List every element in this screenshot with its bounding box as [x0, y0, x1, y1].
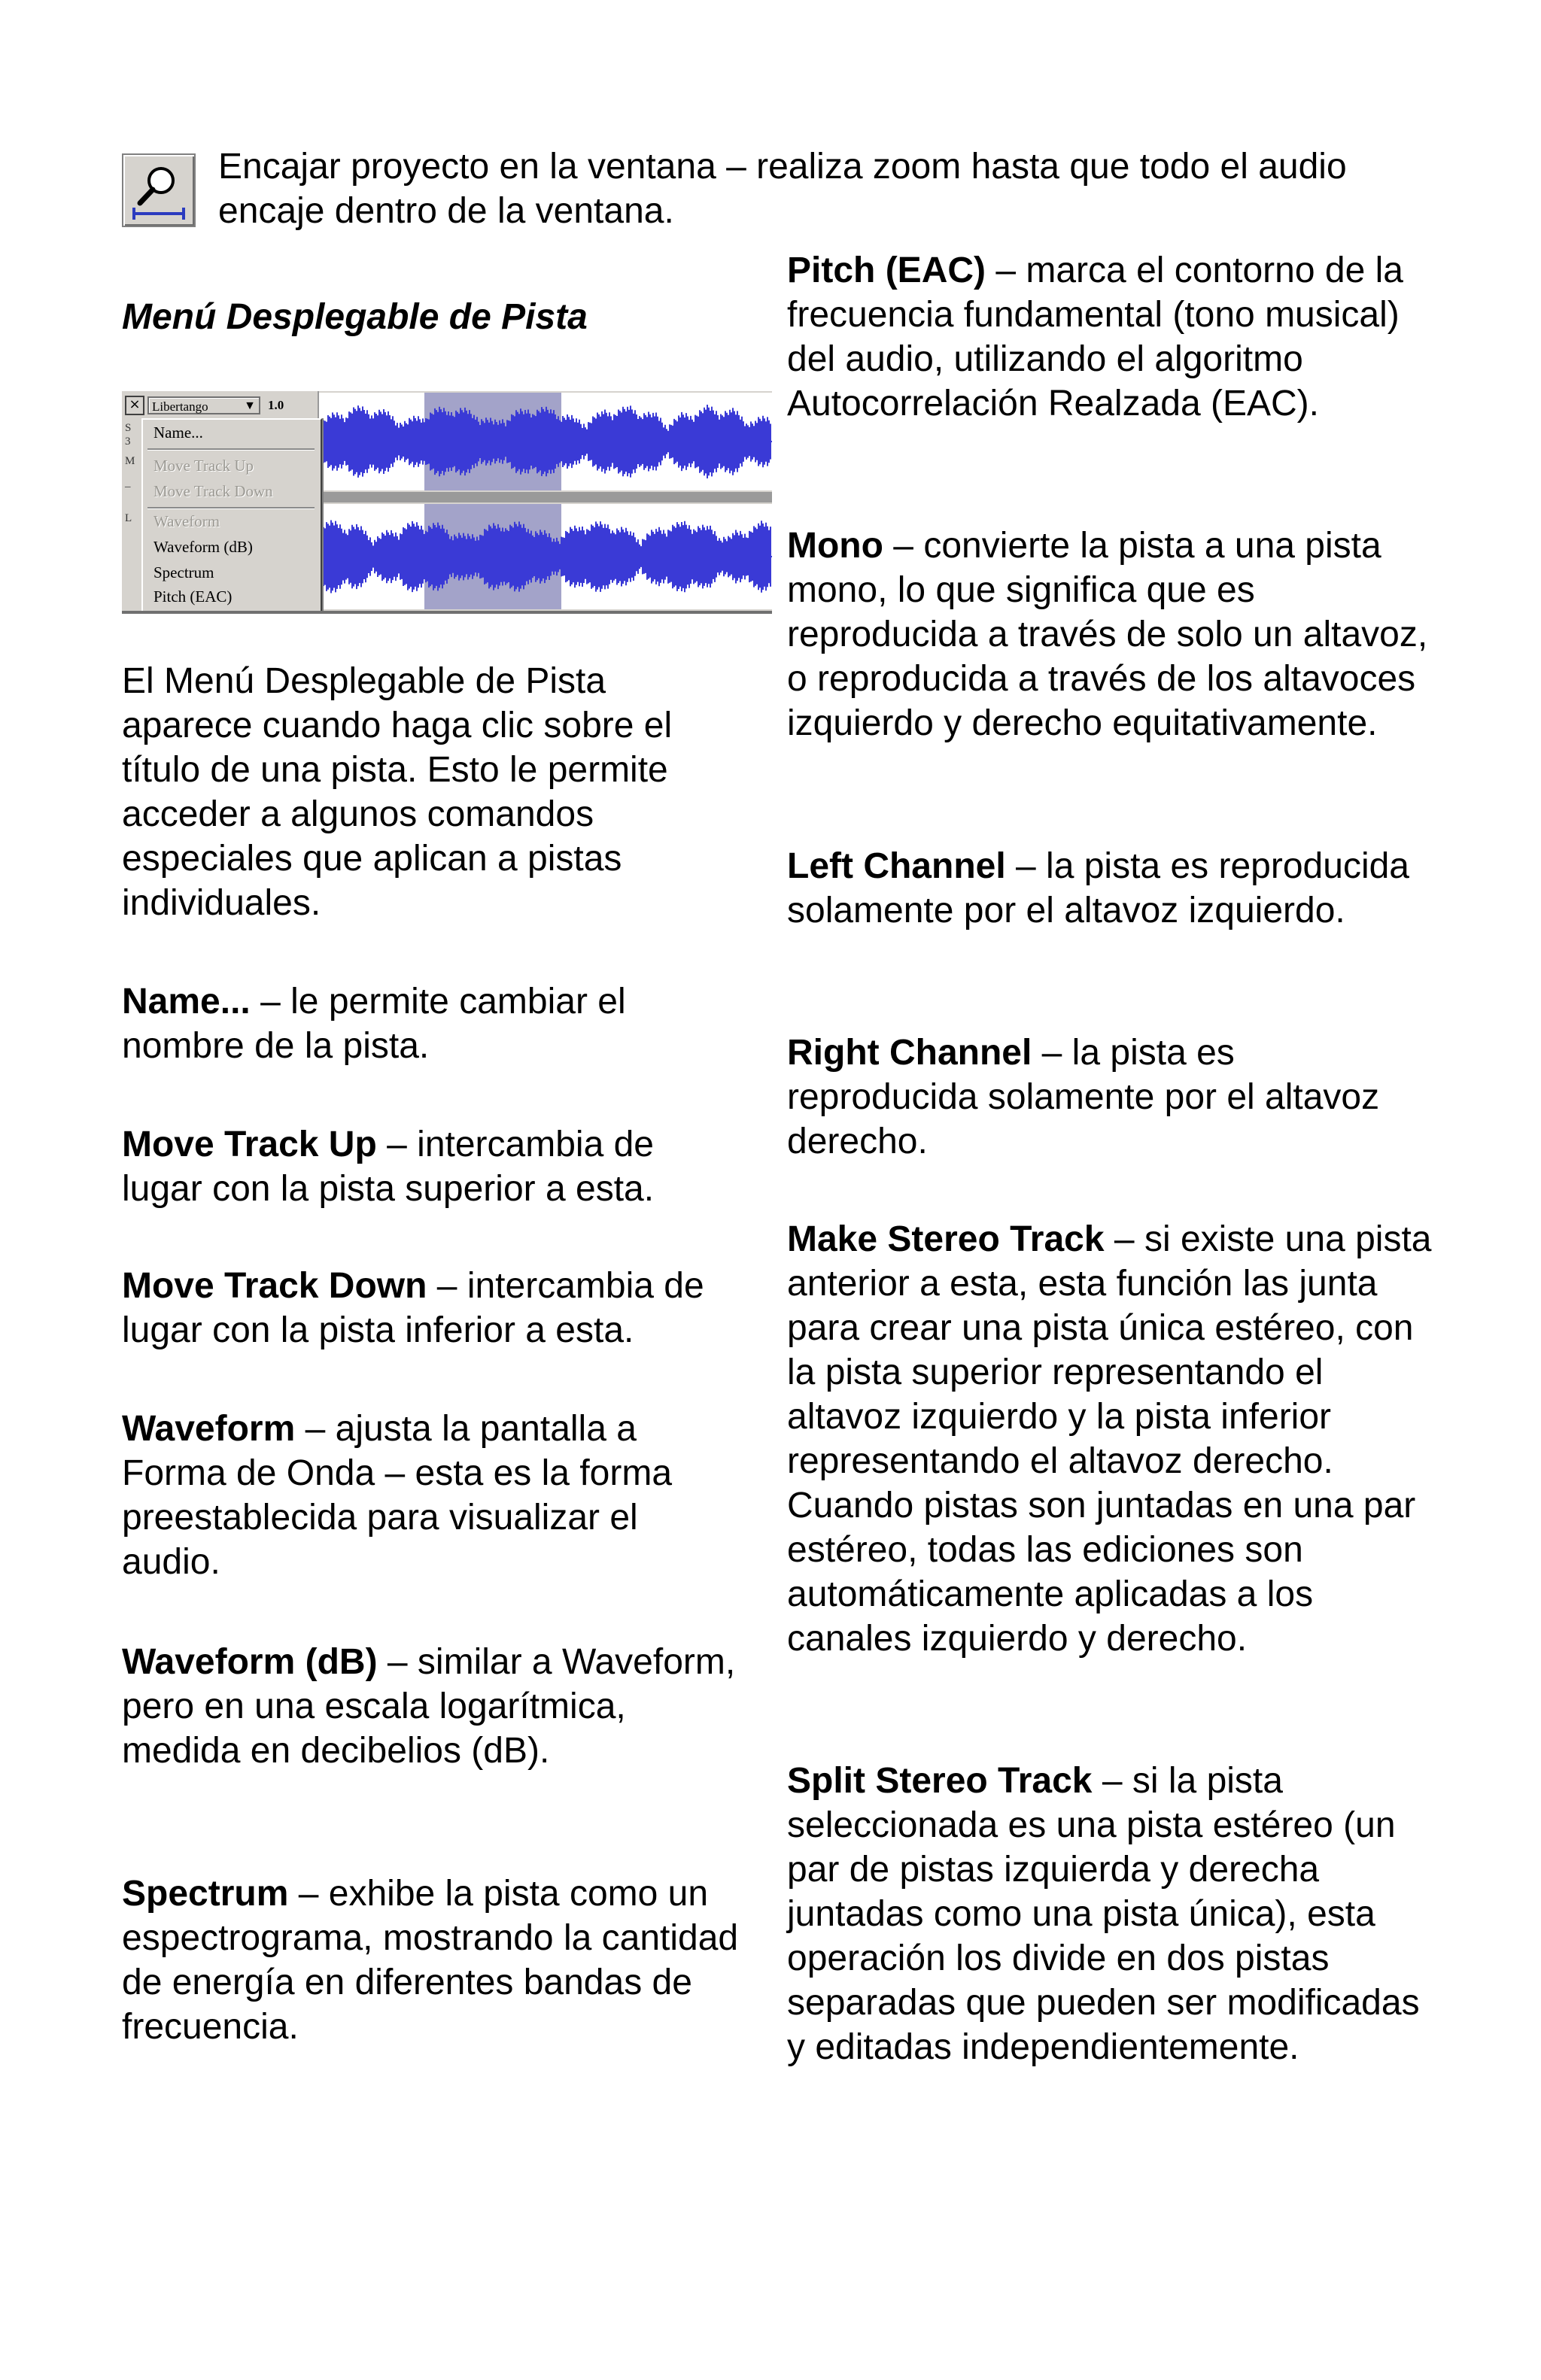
definition-text: – convierte la pista a una pista mono, lo que significa que es reproducida a través de solo un altavoz, o reproducida a través de los altavoces izquierdo y derecho equitativamente.: [787, 526, 1428, 743]
definition-text: – la pista es reproducida solamente por el altavoz derecho.: [787, 1033, 1380, 1161]
chevron-down-icon: ▼: [244, 399, 256, 412]
edge-glyph: M: [125, 455, 135, 467]
menu-item-move-track-down[interactable]: Move Track Down: [153, 482, 273, 500]
definition-text: – ajusta la pantalla a Forma de Onda – esta es la forma preestablecida para visualizar el audio.: [122, 1409, 673, 1582]
edge-glyph: L: [125, 512, 132, 524]
definition-waveform-db: [122, 1640, 739, 1773]
definition-text: – si existe una pista anterior a esta, esta función las junta para crear una pista única estéreo, con la pista superior representando el altavoz izquierdo y la pista inferior representando el altavoz derecho. Cuando pistas son juntadas en una par estéreo, todas las ediciones son automáticamente aplicadas a los canales izquierdo y derecho.: [787, 1219, 1432, 1659]
menu-item-name[interactable]: Name...: [153, 423, 203, 442]
definition-move-track-down: [122, 1264, 739, 1352]
track-title: Libertango: [152, 399, 208, 414]
edge-glyph: 3: [125, 436, 131, 448]
term: Move Track Up: [122, 1125, 377, 1164]
term: Left Channel: [787, 846, 1006, 886]
menu-item-pitch-eac[interactable]: Pitch (EAC): [153, 587, 233, 606]
term: Pitch (EAC): [787, 250, 986, 290]
definition-left-channel: [787, 844, 1434, 933]
term: Spectrum: [122, 1874, 289, 1914]
definition-text: – intercambia de lugar con la pista inferior a esta.: [122, 1266, 704, 1350]
track-name-button[interactable]: [147, 396, 260, 414]
menu-separator: [147, 507, 315, 509]
track-rate: 1.0: [268, 398, 284, 412]
definition-text: – similar a Waveform, pero en una escala logarítmica, medida en decibelios (dB).: [122, 1642, 736, 1771]
definition-mono: [787, 524, 1434, 745]
term: Name...: [122, 982, 251, 1022]
close-icon[interactable]: ×: [125, 396, 144, 415]
menu-description: El Menú Desplegable de Pista aparece cuando haga clic sobre el título de una pista. Esto le permite acceder a algunos comandos especiales que aplican a pistas individuales.: [122, 661, 673, 923]
definition-text: – si la pista seleccionada es una pista estéreo (un par de pistas izquierda y derecha juntadas como una pista única), esta operación los divide en dos pistas separadas que pueden ser modificadas y editadas independientemente.: [787, 1761, 1420, 2067]
term: Make Stereo Track: [787, 1219, 1105, 1259]
definition-name: [122, 979, 739, 1068]
definition-make-stereo-track: [787, 1217, 1434, 1661]
track-title-bar: [123, 394, 316, 417]
menu-item-waveform-db[interactable]: Waveform (dB): [153, 538, 253, 556]
definition-right-channel: [787, 1031, 1434, 1164]
section-heading: Menú Desplegable de Pista: [122, 297, 588, 337]
track-dropdown-menu: [141, 418, 322, 614]
menu-item-move-track-up[interactable]: Move Track Up: [153, 457, 254, 475]
waveform-display: [319, 391, 772, 611]
definition-text: – exhibe la pista como un espectrograma, mostrando la cantidad de energía en diferentes bandas de frecuencia.: [122, 1874, 739, 2047]
term: Right Channel: [787, 1033, 1032, 1073]
fit-project-zoom-icon: [122, 153, 196, 227]
track-control-panel: [122, 391, 319, 611]
term: Waveform: [122, 1409, 296, 1449]
menu-separator: [147, 448, 315, 451]
menu-item-waveform[interactable]: Waveform: [153, 512, 220, 530]
definition-spectrum: [122, 1872, 739, 2049]
definition-pitch-eac: [787, 248, 1434, 426]
term: Move Track Down: [122, 1266, 427, 1306]
intro-text: Encajar proyecto en la ventana – realiza zoom hasta que todo el audio encaje dentro de la ventana.: [218, 147, 1347, 231]
track-divider: [319, 492, 772, 502]
definition-move-track-up: [122, 1122, 739, 1211]
track-menu-screenshot: [122, 391, 772, 614]
term: Mono: [787, 526, 883, 566]
definition-text: – marca el contorno de la frecuencia fundamental (tono musical) del audio, utilizando el algoritmo Autocorrelación Realzada (EAC).: [787, 250, 1403, 423]
definition-text: – le permite cambiar el nombre de la pista.: [122, 982, 626, 1066]
definition-waveform: [122, 1407, 739, 1584]
definition-text: – la pista es reproducida solamente por el altavoz izquierdo.: [787, 846, 1409, 930]
term: Split Stereo Track: [787, 1761, 1093, 1801]
menu-item-spectrum[interactable]: Spectrum: [153, 563, 214, 581]
term: Waveform (dB): [122, 1642, 378, 1682]
edge-glyph: S: [125, 422, 132, 434]
definition-text: – intercambia de lugar con la pista superior a esta.: [122, 1125, 655, 1209]
definition-split-stereo-track: [787, 1759, 1434, 2069]
edge-glyph: –: [125, 481, 131, 493]
